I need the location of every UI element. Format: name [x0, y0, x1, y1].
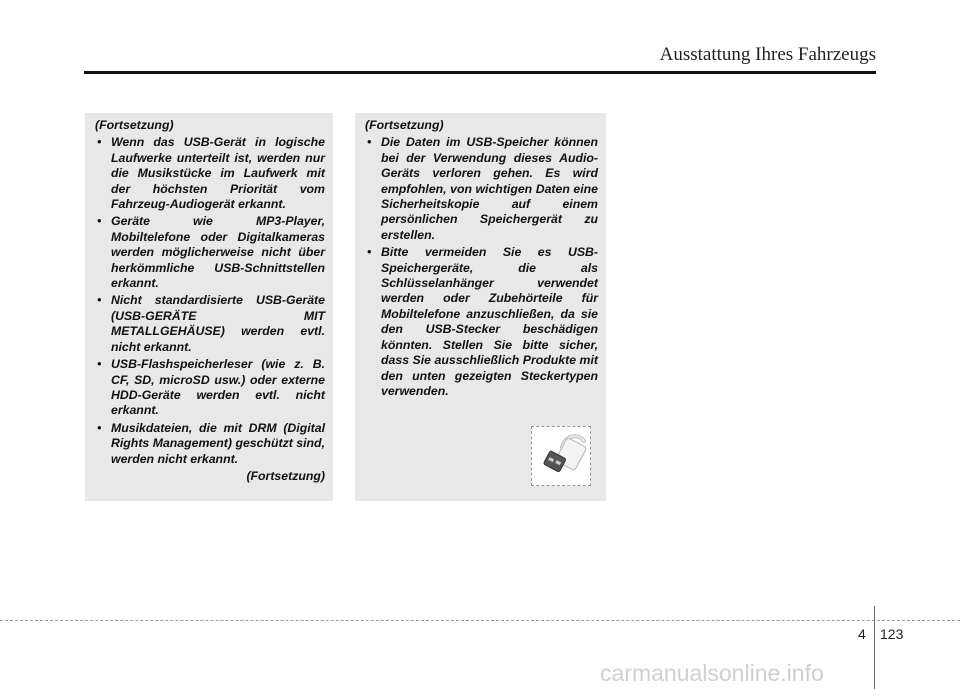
- right-bullet-list: [365, 135, 598, 399]
- header-title: Ausstattung Ihres Fahrzeugs: [659, 44, 876, 65]
- continued-label-top: (Fortsetzung): [365, 118, 444, 132]
- left-bullet-list: [95, 135, 325, 467]
- bullet-item: • Bitte vermeiden Sie es USB-Speichergeräte, die als Schlüsselanhänger verwendet werden oder Zubehörteile für Mobiltelefone anzuschließen, da sie den USB-Stecker beschädigen könnten. Stellen Sie bitte sicher, dass Sie ausschließlich Produkte mit den unten gezeigten Steckertypen verwenden.: [365, 245, 598, 399]
- footer-vertical-rule: [874, 606, 875, 689]
- bullet-item: • Die Daten im USB-Speicher können bei der Verwendung dieses Audio-Geräts verloren gehen. Es wird empfohlen, von wichtigen Daten eine Sicherheitskopie auf einem persönlichen Speichergerät zu erstellen.: [365, 135, 598, 243]
- page-number: 123: [880, 626, 904, 642]
- right-panel: [355, 113, 606, 501]
- left-panel: [85, 113, 333, 501]
- usb-stick-icon: [532, 427, 590, 485]
- chapter-number: 4: [858, 626, 866, 642]
- continued-label-bottom: (Fortsetzung): [246, 468, 325, 483]
- bullet-item: • Geräte wie MP3-Player, Mobiltelefone oder Digitalkameras werden möglicherweise nicht über herkömmliche USB-Schnittstellen erkannt.: [95, 214, 325, 291]
- bullet-item: • Wenn das USB-Gerät in logische Laufwerke unterteilt ist, werden nur die Musikstücke im Laufwerk mit der höchsten Priorität vom Fahrzeug-Audiogerät erkannt.: [95, 135, 325, 212]
- watermark: carmanualsonline.info: [600, 660, 824, 686]
- bullet-item: • Musikdateien, die mit DRM (Digital Rights Management) geschützt sind, werden nicht erkannt.: [95, 421, 325, 467]
- continued-label-top: (Fortsetzung): [95, 118, 174, 132]
- bullet-item: • Nicht standardisierte USB-Geräte (USB-GERÄTE MIT METALLGEHÄUSE) werden evtl. nicht erkannt.: [95, 293, 325, 355]
- usb-connector-figure: [531, 426, 591, 486]
- header-rule: [84, 71, 876, 74]
- footer-divider: [0, 620, 960, 621]
- bullet-item: • USB-Flashspeicherleser (wie z. B. CF, SD, microSD usw.) oder externe HDD-Geräte werden evtl. nicht erkannt.: [95, 357, 325, 419]
